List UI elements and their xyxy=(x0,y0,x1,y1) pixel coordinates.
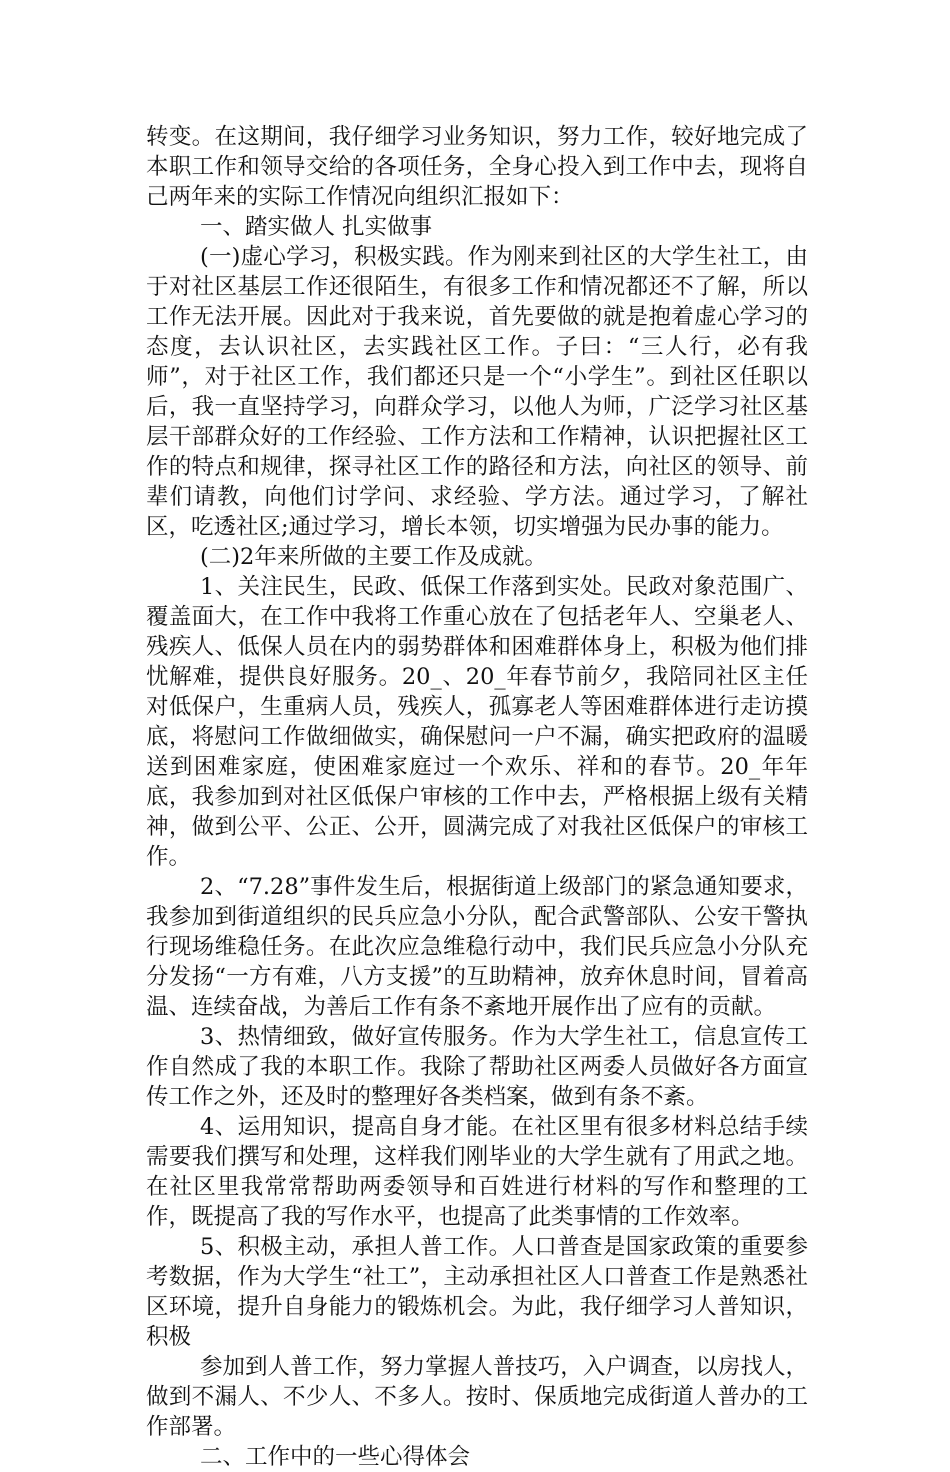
study-paragraph: (一)虚心学习，积极实践。作为刚来到社区的大学生社工，由于对社区基层工作还很陌生，有很多工作和情况都还不了解，所以工作无法开展。因此对于我来说，首先要做的就是抱着虚心学习的态度，去认识社区，去实践社区工作。子曰：“三人行，必有我师”，对于社区工作，我们都还只是一个“小学生”。到社区任职以后，我一直坚持学习，向群众学习，以他人为师，广泛学习社区基层干部群众好的工作经验、工作方法和工作精神，认识把握社区工作的特点和规律，探寻社区工作的路径和方法，向社区的领导、前辈们请教，向他们讨学问、求经验、学方法。通过学习，了解社区，吃透社区;通过学习，增长本领，切实增强为民办事的能力。 xyxy=(146,244,808,540)
section-heading-2: 二、工作中的一些心得体会 xyxy=(200,1444,471,1470)
item-3-paragraph: 3、热情细致，做好宣传服务。作为大学生社工，信息宣传工作自然成了我的本职工作。我除了帮助社区两委人员做好各方面宣传工作之外，还及时的整理好各类档案，做到有条不紊。 xyxy=(146,1024,808,1110)
item-2-paragraph: 2、“7.28”事件发生后，根据街道上级部门的紧急通知要求，我参加到街道组织的民兵应急小分队，配合武警部队、公安干警执行现场维稳任务。在此次应急维稳行动中，我们民兵应急小分队充分发扬“一方有难，八方支援”的互助精神，放弃休息时间，冒着高温、连续奋战，为善后工作有条不紊地开展作出了应有的贡献。 xyxy=(146,874,808,1020)
item-5-continuation: 参加到人普工作，努力掌握人普技巧，入户调查，以房找人，做到不漏人、不少人、不多人。按时、保质地完成街道人普办的工作部署。 xyxy=(146,1354,808,1440)
document-page xyxy=(146,122,808,1472)
subheading-achievements: (二)2年来所做的主要工作及成就。 xyxy=(200,544,547,570)
item-5-paragraph: 5、积极主动，承担人普工作。人口普查是国家政策的重要参考数据，作为大学生“社工”，主动承担社区人口普查工作是熟悉社区环境，提升自身能力的锻炼机会。为此，我仔细学习人普知识，积极 xyxy=(146,1234,808,1350)
item-4-paragraph: 4、运用知识，提高自身才能。在社区里有很多材料总结手续需要我们撰写和处理，这样我们刚毕业的大学生就有了用武之地。在社区里我常常帮助两委领导和百姓进行材料的写作和整理的工作，既提高了我的写作水平，也提高了此类事情的工作效率。 xyxy=(146,1114,808,1230)
section-heading-1: 一、踏实做人 扎实做事 xyxy=(200,214,433,240)
item-1-paragraph: 1、关注民生，民政、低保工作落到实处。民政对象范围广、覆盖面大，在工作中我将工作重心放在了包括老年人、空巢老人、残疾人、低保人员在内的弱势群体和困难群体身上，积极为他们排忧解难，提供良好服务。20_、20_年春节前夕，我陪同社区主任对低保户，生重病人员，残疾人，孤寡老人等困难群体进行走访摸底，将慰问工作做细做实，确保慰问一户不漏，确实把政府的温暖送到困难家庭，使困难家庭过一个欢乐、祥和的春节。20_年年底，我参加到对社区低保户审核的工作中去，严格根据上级有关精神，做到公平、公正、公开，圆满完成了对我社区低保户的审核工作。 xyxy=(146,574,808,870)
intro-paragraph: 转变。在这期间，我仔细学习业务知识，努力工作，较好地完成了本职工作和领导交给的各项任务，全身心投入到工作中去，现将自己两年来的实际工作情况向组织汇报如下： xyxy=(146,124,808,210)
